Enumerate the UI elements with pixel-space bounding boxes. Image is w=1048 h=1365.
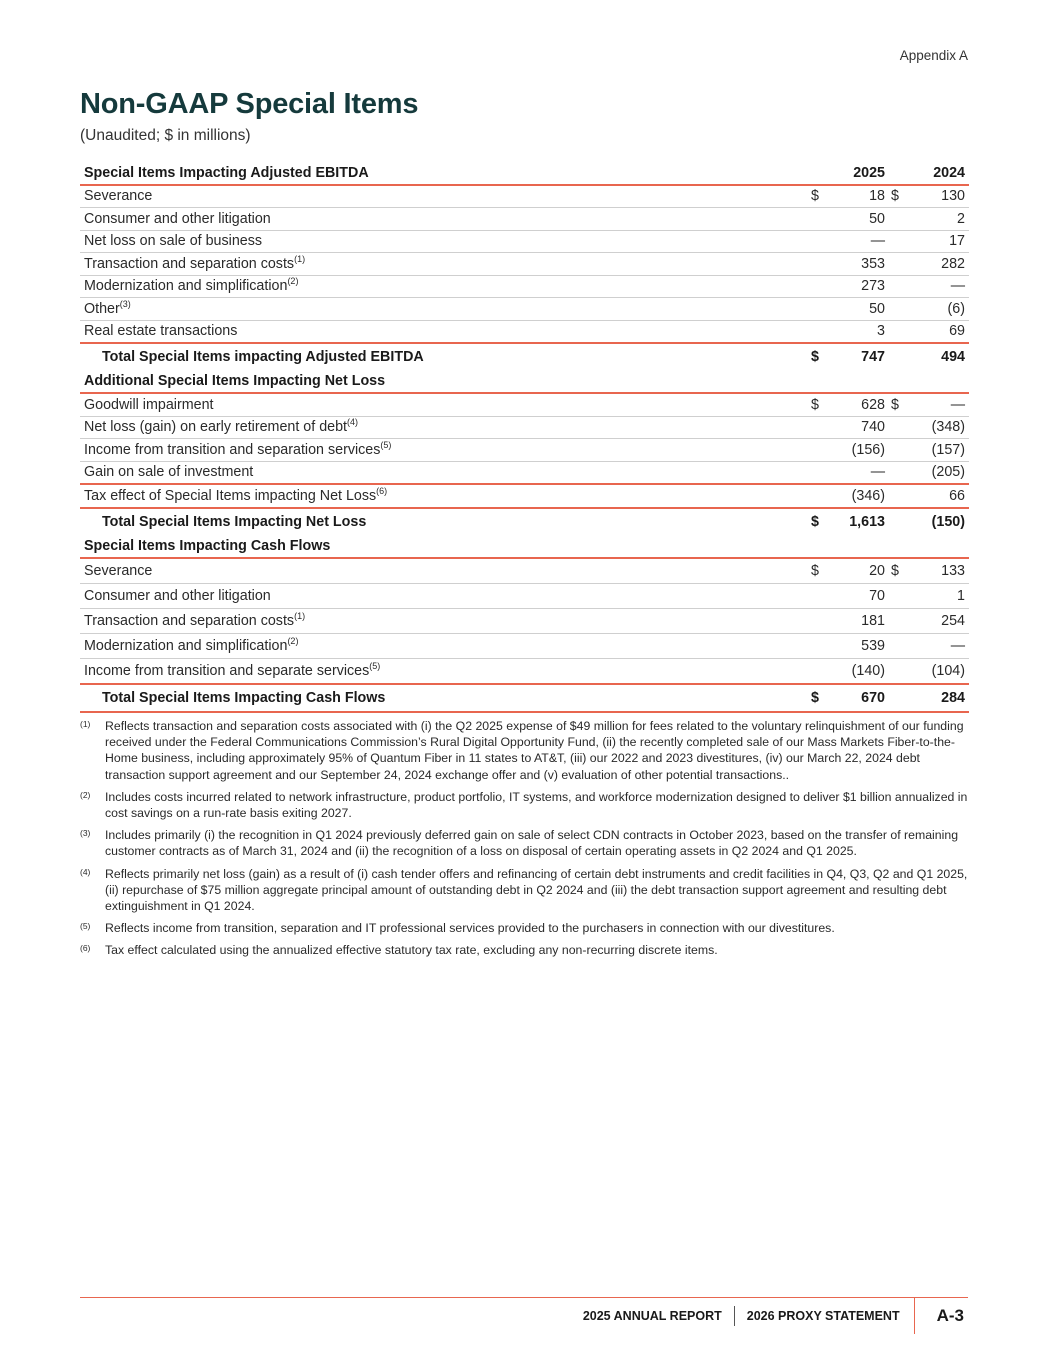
table-row [80, 416, 969, 439]
value-2025: 353 [829, 253, 889, 276]
footer-annual-report: 2025 ANNUAL REPORT [582, 1309, 722, 1323]
value-2025: (346) [829, 484, 889, 508]
row-label [80, 658, 809, 684]
currency-2025 [809, 461, 829, 484]
row-label-text: Modernization and simplification [84, 278, 288, 295]
footnote [80, 789, 970, 821]
row-label [80, 298, 809, 321]
total-value-2024: (150) [931, 513, 965, 530]
value-2025: 70 [829, 583, 889, 608]
row-label-text: Transaction and separation costs [84, 255, 295, 272]
value-2024: — [909, 633, 969, 658]
value-2024: — [909, 393, 969, 416]
footnote-ref: (5) [369, 660, 381, 671]
footer-separator [734, 1306, 735, 1326]
row-label [80, 461, 809, 484]
row-label [80, 558, 809, 584]
total-value-2024: 284 [909, 684, 969, 712]
row-label-text: Consumer and other litigation [84, 210, 271, 227]
page-number: A-3 [936, 1306, 964, 1325]
footnote-text: Tax effect calculated using the annualized effective statutory tax rate, excluding any non-recurring discrete items. [105, 943, 718, 958]
table-row [80, 393, 969, 416]
row-label [80, 185, 809, 208]
table-row [80, 461, 969, 484]
footnote-text: Includes costs incurred related to network infrastructure, product portfolio, IT systems, and workforce modernization designed to deliver $1 billion annualized in cost savings on a run-rate basis exiting 2027. [105, 789, 968, 821]
currency-2025 [809, 608, 829, 633]
value-2024: 130 [909, 185, 969, 208]
footnote-ref: (6) [376, 485, 388, 496]
footnote-marker: (6) [80, 943, 91, 954]
value-2025: 628 [829, 393, 889, 416]
spacer [909, 370, 969, 393]
total-value-2024: 494 [941, 349, 965, 365]
currency-2024 [889, 343, 909, 370]
footnote-text: Includes primarily (i) the recognition in Q1 2024 previously deferred gain on sale of select CDN contracts in October 2023, based on the transfer of remaining customer contracts as of March 31, 2024 and (ii) the recognition of a loss on disposal of certain operating assets in Q2 2024 and Q1 2025. [105, 828, 959, 859]
table-row [80, 185, 969, 208]
currency-2024 [889, 684, 909, 712]
footnote-ref: (1) [294, 253, 306, 264]
section-header-row [80, 370, 969, 393]
currency-2024 [889, 208, 909, 231]
currency-2025 [809, 439, 829, 462]
value-2024: (104) [909, 658, 969, 684]
currency-2025 [809, 320, 829, 343]
column-header-2024: 2024 [909, 162, 969, 185]
currency-2024 [889, 275, 909, 298]
table-row [80, 608, 969, 633]
footnote-text: Reflects income from transition, separation and IT professional services provided to the purchasers in connection with our divestitures. [105, 921, 835, 936]
spacer [829, 370, 889, 393]
row-label-text: Net loss (gain) on early retirement of debt [84, 419, 348, 436]
footnote-marker: (1) [80, 719, 91, 729]
currency-2025 [809, 633, 829, 658]
table-row [80, 439, 969, 462]
row-label-text: Income from transition and separation services [84, 441, 381, 458]
row-label-text: Severance [84, 188, 153, 205]
value-2025: (156) [829, 439, 889, 462]
footnote-text: Reflects transaction and separation costs associated with (i) the Q2 2025 expense of $49 million for fees related to the voluntary relinquishment of our funding received under the Federal Communications Commission’s Rural Digital Opportunity Fund, (ii) the recently completed sale of our Mass Markets Fiber-to-the-Home business, including approximately 95% of Quantum Fiber in 11 states to AT&T, (iii) our 2022 and 2023 divestitures, (iv) our March 22, 2024 debt transaction support agreement and our September 24, 2024 exchange offer and (v) evaluation of other potential transactions.. [105, 719, 964, 782]
currency-2024 [889, 230, 909, 253]
row-label-text: Consumer and other litigation [84, 587, 271, 604]
page-subtitle: (Unaudited; $ in millions) [80, 127, 251, 144]
total-row [80, 508, 969, 535]
footnote-marker: (4) [80, 866, 91, 877]
page-title: Non-GAAP Special Items [80, 88, 419, 120]
currency-2025: $ [809, 558, 829, 584]
value-2024: — [909, 275, 969, 298]
value-2025: (140) [829, 658, 889, 684]
footnotes [80, 718, 970, 965]
value-2024: 1 [909, 583, 969, 608]
row-label [80, 208, 809, 231]
total-label: Total Special Items impacting Adjusted EBITDA [102, 349, 424, 365]
total-label: Total Special Items Impacting Cash Flows [80, 684, 809, 712]
currency-2025 [809, 484, 829, 508]
currency-2024 [889, 298, 909, 321]
spacer [889, 162, 909, 185]
currency-2025: $ [809, 185, 829, 208]
spacer [809, 535, 829, 558]
footnote [80, 827, 970, 859]
table-row [80, 298, 969, 321]
value-2025: 3 [829, 320, 889, 343]
table-row [80, 484, 969, 508]
row-label-text: Gain on sale of investment [84, 464, 254, 481]
total-value-2025: 1,613 [849, 513, 885, 530]
total-value-2025: 670 [829, 684, 889, 712]
currency-2024: $ [889, 393, 909, 416]
row-label [80, 253, 809, 276]
footnote [80, 920, 970, 936]
currency-2024 [889, 658, 909, 684]
total-value-2025: 747 [861, 349, 885, 365]
value-2025: 50 [829, 208, 889, 231]
total-label: Total Special Items Impacting Net Loss [102, 513, 367, 530]
value-2024: 2 [909, 208, 969, 231]
row-label-text: Severance [84, 562, 153, 579]
currency-2024: $ [889, 185, 909, 208]
footnote [80, 942, 970, 958]
spacer [829, 535, 889, 558]
spacer [889, 535, 909, 558]
row-label-text: Income from transition and separate services [84, 662, 370, 679]
footnote-ref: (3) [119, 298, 131, 309]
currency-2024 [889, 253, 909, 276]
row-label-text: Modernization and simplification [84, 637, 288, 654]
value-2025: 539 [829, 633, 889, 658]
row-label [80, 416, 809, 439]
row-label-text: Transaction and separation costs [84, 612, 295, 629]
value-2024: (348) [909, 416, 969, 439]
currency-2025: $ [811, 349, 819, 365]
table-row [80, 275, 969, 298]
table-row [80, 320, 969, 343]
value-2025: — [829, 230, 889, 253]
row-label [80, 633, 809, 658]
value-2024: 254 [909, 608, 969, 633]
footnote-text: Reflects primarily net loss (gain) as a result of (i) cash tender offers and refinancing of certain debt instruments and credit facilities in Q4, Q3, Q2 and Q1 2025, (ii) repurchase of $75 million aggregate principal amount of outstanding debt in Q2 2024 and (iii) the debt transaction support agreement and resulting debt extinguishment in Q1 2024. [105, 866, 968, 914]
currency-2025: $ [809, 393, 829, 416]
footnote [80, 866, 970, 915]
value-2024: (6) [909, 298, 969, 321]
table-row [80, 583, 969, 608]
footnote-marker: (3) [80, 828, 91, 839]
currency-2024: $ [889, 558, 909, 584]
value-2024: 133 [909, 558, 969, 584]
currency-2024 [889, 583, 909, 608]
currency-2024 [889, 439, 909, 462]
section-header-row [80, 162, 969, 185]
currency-2024 [889, 508, 909, 535]
currency-2025 [809, 298, 829, 321]
currency-2025 [809, 275, 829, 298]
value-2025: 740 [829, 416, 889, 439]
footnote-marker: (2) [80, 789, 91, 800]
footnote-ref: (5) [380, 439, 392, 450]
currency-2025: $ [811, 513, 819, 530]
table-row [80, 253, 969, 276]
section-header-row [80, 535, 969, 558]
row-label [80, 393, 809, 416]
table-row [80, 208, 969, 231]
row-label [80, 484, 809, 508]
currency-2024 [889, 320, 909, 343]
special-items-table [80, 162, 969, 713]
footnote-ref: (2) [287, 276, 299, 287]
currency-2024 [889, 416, 909, 439]
table-row [80, 558, 969, 584]
value-2024: 66 [909, 484, 969, 508]
currency-2025 [809, 230, 829, 253]
currency-2024 [889, 484, 909, 508]
row-label-text: Real estate transactions [84, 323, 238, 340]
appendix-label: Appendix A [899, 48, 968, 63]
value-2025: 20 [829, 558, 889, 584]
value-2025: 181 [829, 608, 889, 633]
value-2025: 18 [829, 185, 889, 208]
row-label [80, 439, 809, 462]
currency-2025 [809, 416, 829, 439]
currency-2025 [809, 253, 829, 276]
footnote-ref: (2) [287, 635, 299, 646]
table-row [80, 633, 969, 658]
value-2024: (157) [909, 439, 969, 462]
row-label-text: Tax effect of Special Items impacting Net Loss [84, 487, 377, 504]
row-label [80, 275, 809, 298]
value-2024: (205) [909, 461, 969, 484]
currency-2025 [809, 658, 829, 684]
footnote [80, 718, 970, 783]
currency-2024 [889, 461, 909, 484]
total-row [80, 684, 969, 712]
currency-2024 [889, 608, 909, 633]
section-heading: Special Items Impacting Adjusted EBITDA [80, 162, 809, 185]
column-header-2025: 2025 [829, 162, 889, 185]
value-2024: 282 [909, 253, 969, 276]
value-2025: — [829, 461, 889, 484]
footnote-ref: (1) [294, 610, 306, 621]
row-label-text: Other [84, 300, 120, 317]
table-row [80, 230, 969, 253]
currency-2025 [809, 208, 829, 231]
row-label [80, 583, 809, 608]
value-2024: 17 [909, 230, 969, 253]
row-label [80, 320, 809, 343]
footer-page-separator [914, 1298, 915, 1334]
value-2024: 69 [909, 320, 969, 343]
total-row [80, 343, 969, 370]
currency-2025: $ [809, 684, 829, 712]
section-heading: Special Items Impacting Cash Flows [80, 535, 809, 558]
value-2025: 273 [829, 275, 889, 298]
footnote-ref: (4) [347, 417, 359, 428]
section-heading: Additional Special Items Impacting Net Loss [80, 370, 809, 393]
spacer [809, 370, 829, 393]
row-label-text: Goodwill impairment [84, 396, 214, 413]
row-label-text: Net loss on sale of business [84, 233, 263, 250]
value-2025: 50 [829, 298, 889, 321]
footnote-marker: (5) [80, 921, 91, 932]
row-label [80, 230, 809, 253]
spacer [809, 162, 829, 185]
footer-proxy-statement: 2026 PROXY STATEMENT [746, 1309, 900, 1323]
spacer [909, 535, 969, 558]
page-footer [583, 1298, 968, 1334]
table-row [80, 658, 969, 684]
currency-2024 [889, 633, 909, 658]
spacer [889, 370, 909, 393]
row-label [80, 608, 809, 633]
currency-2025 [809, 583, 829, 608]
